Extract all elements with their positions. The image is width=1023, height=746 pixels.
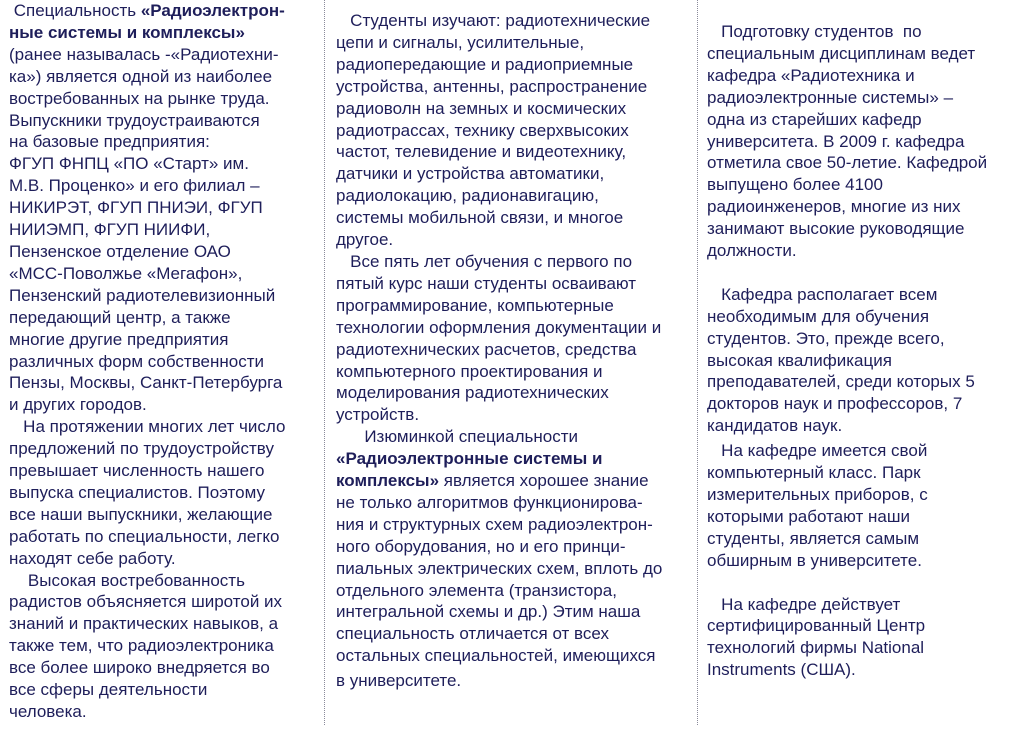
text-run: -«Радиотехни- xyxy=(165,44,279,64)
text-line: высокая квалификация xyxy=(707,350,892,370)
text-line: технологий фирмы National xyxy=(707,638,925,658)
text-line: радиоволн на земных и космических xyxy=(336,98,627,118)
text-line: находят себе работу. xyxy=(9,548,176,568)
text-line: специальность отличается от всех xyxy=(336,624,609,644)
text-line xyxy=(9,44,319,66)
text-line: человека. xyxy=(9,702,87,721)
text-line: выпуска специалистов. Поэтому xyxy=(9,482,265,502)
text-line: все более широко внедряется во xyxy=(9,658,270,678)
text-line: предложений по трудоустройству xyxy=(9,439,274,459)
text-line: докторов наук и профессоров, 7 xyxy=(707,394,963,414)
specialty-name-bold: «Радиоэлектронные системы и xyxy=(336,449,603,469)
specialty-name-bold: «Радиоэлектрон- xyxy=(140,1,285,20)
text-line: различных форм собственности xyxy=(9,351,265,371)
text-line: НИИЭМП, ФГУП НИИФИ, xyxy=(9,220,211,240)
text-line: многие другие предприятия xyxy=(9,329,229,349)
text-line: моделирования радиотехнических xyxy=(336,383,609,403)
text-line: Подготовку студентов по xyxy=(707,22,922,41)
text-line: пиальных электрических схем, вплоть до xyxy=(336,558,663,578)
text-line: остальных специальностей, имеющихся xyxy=(336,646,656,666)
text-line: Пензы, Москвы, Санкт-Петербурга xyxy=(9,373,283,393)
text-line: ФГУП ФНПЦ «ПО «Старт» им. xyxy=(9,154,249,174)
text-line xyxy=(336,470,696,492)
text-line: измерительных приборов, с xyxy=(707,485,928,505)
text-line: радиотехнических расчетов, средства xyxy=(336,339,637,359)
text-line: кафедра «Радиотехника и xyxy=(707,65,915,85)
text-line: необходимым для обучения xyxy=(707,306,930,326)
text-line: обширным в университете. xyxy=(707,550,922,570)
text-line: На кафедре действует xyxy=(707,594,901,614)
text-column-specialty xyxy=(9,0,319,725)
text-line: Instruments (США). xyxy=(707,660,856,680)
text-line: Кафедра располагает всем xyxy=(707,284,938,304)
text-line: устройства, антенны, распространение xyxy=(336,76,648,96)
text-line: превышает численность нашего xyxy=(9,461,265,481)
text-line: радистов объясняется широтой их xyxy=(9,592,283,612)
text-line xyxy=(9,0,319,22)
text-line: На кафедре имеется свой xyxy=(707,441,928,461)
text-line: радиопередающие и радиоприемные xyxy=(336,54,634,74)
text-line: ка») является одной из наиболее xyxy=(9,66,273,86)
column-divider-right xyxy=(697,0,698,725)
text-line: Все пять лет обучения с первого по xyxy=(336,251,633,271)
text-line: НИКИРЭТ, ФГУП ПНИЭИ, ФГУП xyxy=(9,198,263,218)
text-run: является хорошее знание xyxy=(439,471,649,491)
text-line: одна из старейших кафедр xyxy=(707,109,922,129)
text-line: не только алгоритмов функционирова- xyxy=(336,492,643,512)
text-line: кандидатов наук. xyxy=(707,416,843,436)
text-line: знаний и практических навыков, а xyxy=(9,614,279,634)
spacer xyxy=(707,572,1023,594)
text-line: Выпускники трудоустраиваются xyxy=(9,110,260,130)
text-line: компьютерный класс. Парк xyxy=(707,463,921,483)
text-line: М.В. Проценко» и его филиал – xyxy=(9,176,260,196)
text-line: передающий центр, а также xyxy=(9,307,231,327)
text-line: Пензенское отделение ОАО xyxy=(9,241,231,261)
text-line: Студенты изучают: радиотехнические xyxy=(336,11,651,30)
text-column-department xyxy=(707,21,1023,746)
text-line: отдельного элемента (транзистора, xyxy=(336,580,617,600)
text-line: ного оборудования, но и его принци- xyxy=(336,536,626,556)
text-line: системы мобильной связи, и многое xyxy=(336,208,624,228)
text-line: Изюминкой специальности xyxy=(336,427,579,447)
text-line: другое. xyxy=(336,230,394,250)
text-line: «МСС-Поволжье «Мегафон», xyxy=(9,263,243,283)
text-line: занимают высокие руководящие xyxy=(707,219,965,239)
specialty-name-bold: комплексы» xyxy=(336,471,440,491)
text-line: Высокая востребованность xyxy=(9,570,245,590)
text-column-curriculum xyxy=(336,10,696,735)
text-line: компьютерного проектирования и xyxy=(336,361,603,381)
text-line: радиоэлектронные системы» – xyxy=(707,87,954,107)
text-line: частот, телевидение и видеотехнику, xyxy=(336,142,627,162)
text-run: Специальность xyxy=(9,1,141,20)
text-line: востребованных на рынке труда. xyxy=(9,88,270,108)
text-line: все сферы деятельности xyxy=(9,680,208,700)
text-line: интегральной схемы и др.) Этим наша xyxy=(336,602,641,622)
text-line: отметила свое 50-летие. Кафедрой xyxy=(707,153,988,173)
specialty-name-bold: ные системы и комплексы» xyxy=(9,22,245,42)
text-line: На протяжении многих лет число xyxy=(9,417,286,437)
text-line: работать по специальности, легко xyxy=(9,526,280,546)
text-line: радиоинженеров, многие из них xyxy=(707,197,961,217)
text-line: цепи и сигналы, усилительные, xyxy=(336,32,585,52)
text-line: в университете. xyxy=(336,671,462,691)
text-line: технологии оформления документации и xyxy=(336,317,662,337)
spacer xyxy=(707,262,1023,284)
text-line: студентов. Это, прежде всего, xyxy=(707,328,945,348)
text-line: выпущено более 4100 xyxy=(707,175,883,195)
text-line: датчики и устройства автоматики, xyxy=(336,164,605,184)
text-line: которыми работают наши xyxy=(707,506,910,526)
text-line: специальным дисциплинам ведет xyxy=(707,43,976,63)
text-line: устройств. xyxy=(336,405,420,425)
text-line: и других городов. xyxy=(9,395,147,415)
text-line: ния и структурных схем радиоэлектрон- xyxy=(336,514,653,534)
text-line: все наши выпускники, желающие xyxy=(9,504,273,524)
text-line: радиолокацию, радионавигацию, xyxy=(336,186,599,206)
text-line: университета. В 2009 г. кафедра xyxy=(707,131,965,151)
text-line: программирование, компьютерные xyxy=(336,295,614,315)
text-line: студенты, является самым xyxy=(707,528,920,548)
text-line: Пензенский радиотелевизионный xyxy=(9,285,276,305)
text-line: на базовые предприятия: xyxy=(9,132,210,152)
text-line: радиотрассах, технику сверхвысоких xyxy=(336,120,629,140)
text-line: преподавателей, среди которых 5 xyxy=(707,372,975,392)
text-line: сертифицированный Центр xyxy=(707,616,926,636)
text-line: должности. xyxy=(707,241,797,261)
column-divider-left xyxy=(324,0,325,725)
text-run: (ранее называлась xyxy=(9,44,166,64)
text-line: пятый курс наши студенты осваивают xyxy=(336,273,637,293)
text-line: также тем, что радиоэлектроника xyxy=(9,636,274,656)
